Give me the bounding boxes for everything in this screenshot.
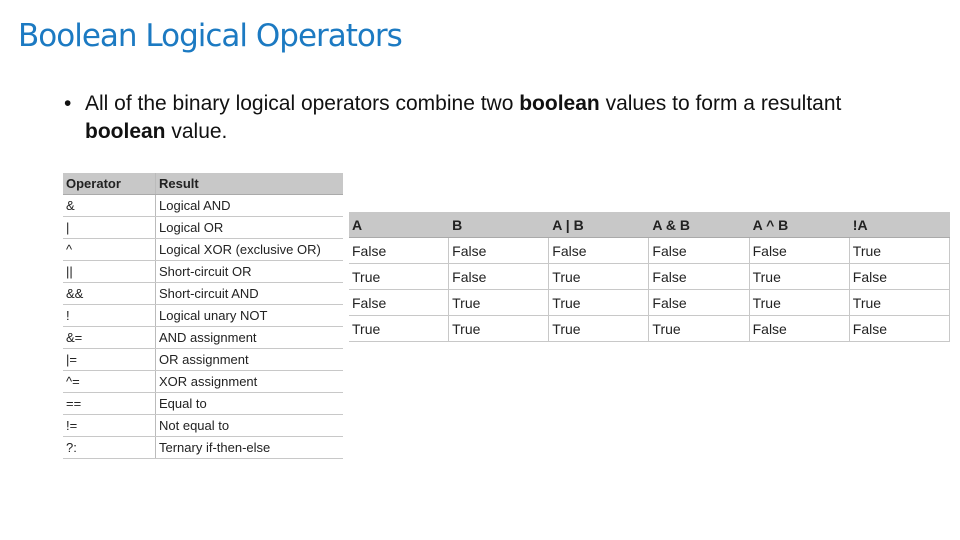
truth-cell: True xyxy=(349,264,449,290)
truth-cell: True xyxy=(449,316,549,342)
truth-cell: False xyxy=(749,316,849,342)
operator-cell: || xyxy=(63,261,156,283)
operator-table-row xyxy=(63,217,343,239)
result-cell: XOR assignment xyxy=(156,371,344,393)
operator-cell: ! xyxy=(63,305,156,327)
truth-cell: True xyxy=(849,290,949,316)
bullet-text-part: All of the binary logical operators combine two xyxy=(85,92,520,115)
operator-table-row xyxy=(63,283,343,305)
truth-table-row xyxy=(349,316,950,342)
result-cell: Equal to xyxy=(156,393,344,415)
truth-table-row xyxy=(349,290,950,316)
result-cell: Logical XOR (exclusive OR) xyxy=(156,239,344,261)
operator-table-row xyxy=(63,371,343,393)
truth-cell: True xyxy=(749,264,849,290)
truth-cell: False xyxy=(849,316,949,342)
truth-cell: False xyxy=(549,238,649,264)
truth-cell: False xyxy=(349,238,449,264)
truth-cell: False xyxy=(649,264,749,290)
truth-header-cell: A ^ B xyxy=(749,212,849,238)
operator-cell: &= xyxy=(63,327,156,349)
truth-cell: True xyxy=(349,316,449,342)
operator-cell: ^ xyxy=(63,239,156,261)
operator-table-row xyxy=(63,195,343,217)
slide-title: Boolean Logical Operators xyxy=(18,18,402,54)
operator-table-row xyxy=(63,261,343,283)
truth-cell: True xyxy=(449,290,549,316)
operator-cell: == xyxy=(63,393,156,415)
operator-cell: ?: xyxy=(63,437,156,459)
result-cell: Ternary if-then-else xyxy=(156,437,344,459)
bullet-text-part: value. xyxy=(165,120,228,143)
operator-table-header xyxy=(63,173,343,195)
truth-cell: True xyxy=(549,264,649,290)
truth-cell: False xyxy=(349,290,449,316)
result-cell: Logical unary NOT xyxy=(156,305,344,327)
truth-cell: True xyxy=(549,290,649,316)
operator-cell: | xyxy=(63,217,156,239)
operator-cell: & xyxy=(63,195,156,217)
result-header: Result xyxy=(156,173,344,195)
truth-table xyxy=(349,212,950,342)
truth-cell: True xyxy=(849,238,949,264)
truth-table-row xyxy=(349,264,950,290)
truth-table-header xyxy=(349,212,950,238)
truth-cell: False xyxy=(649,290,749,316)
truth-header-cell: A | B xyxy=(549,212,649,238)
truth-cell: True xyxy=(749,290,849,316)
result-cell: OR assignment xyxy=(156,349,344,371)
truth-cell: True xyxy=(549,316,649,342)
operator-table-row xyxy=(63,415,343,437)
operator-table-row xyxy=(63,327,343,349)
operator-cell: != xyxy=(63,415,156,437)
operator-cell: && xyxy=(63,283,156,305)
result-cell: Logical OR xyxy=(156,217,344,239)
bullet-point xyxy=(64,90,854,146)
truth-cell: False xyxy=(449,264,549,290)
truth-cell: True xyxy=(649,316,749,342)
operator-header: Operator xyxy=(63,173,156,195)
bullet-bold-term: boolean xyxy=(85,120,166,143)
truth-header-cell: B xyxy=(449,212,549,238)
truth-header-cell: !A xyxy=(849,212,949,238)
result-cell: Logical AND xyxy=(156,195,344,217)
result-cell: Short-circuit AND xyxy=(156,283,344,305)
bullet-marker: • xyxy=(64,92,72,115)
truth-header-cell: A xyxy=(349,212,449,238)
operator-cell: ^= xyxy=(63,371,156,393)
bullet-text xyxy=(64,90,854,146)
truth-cell: False xyxy=(649,238,749,264)
truth-cell: False xyxy=(849,264,949,290)
operator-table-row xyxy=(63,239,343,261)
operator-table-row xyxy=(63,437,343,459)
bullet-text-part: values to form a resultant xyxy=(599,92,842,115)
result-cell: AND assignment xyxy=(156,327,344,349)
truth-cell: False xyxy=(749,238,849,264)
operator-cell: |= xyxy=(63,349,156,371)
operator-table-row xyxy=(63,393,343,415)
operator-table-row xyxy=(63,305,343,327)
bullet-bold-term: boolean xyxy=(519,92,600,115)
truth-cell: False xyxy=(449,238,549,264)
truth-header-cell: A & B xyxy=(649,212,749,238)
result-cell: Not equal to xyxy=(156,415,344,437)
result-cell: Short-circuit OR xyxy=(156,261,344,283)
operator-table-row xyxy=(63,349,343,371)
truth-table-row xyxy=(349,238,950,264)
operator-table xyxy=(63,173,343,459)
